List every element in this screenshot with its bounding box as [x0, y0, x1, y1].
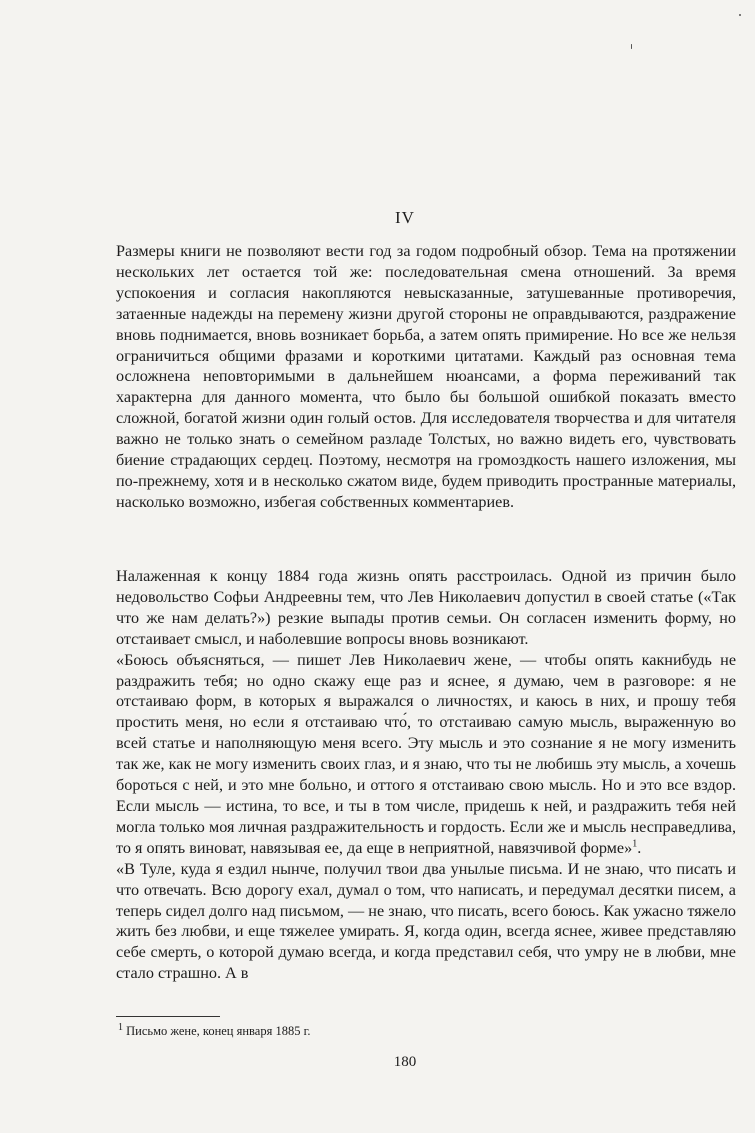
footnote-mark: 1 [118, 1021, 123, 1033]
footnote [118, 1021, 311, 1039]
paragraph: Налаженная к концу 1884 года жизнь опять расстроилась. Одной из причин было недовольство Софьи Андреевны тем, что Лев Николаевич допустил в своей статье («Так что же нам делать?») резкие выпады против семьи. Он согласен изменить форму, но отстаивает смысл, и наболевшие вопросы вновь возникают. [116, 567, 736, 648]
paragraph-quote: «В Туле, куда я ездил нынче, получил твои два унылые письма. И не знаю, что писать и что отвечать. Всю дорогу ехал, думал о том, что написать, и передумал десятки писем, а теперь сидел долго над письмом, — не знаю, что писать, всего боюсь. Как ужасно тяжело жить без любви, и еще тяжелее умирать. Я, когда один, всегда яснее, живее представляю себе смерть, о которой думаю всегда, и когда представил себя, что умру не в любви, мне стало страшно. А в [116, 859, 736, 983]
footnote-divider [116, 1016, 220, 1017]
footnote-text: Письмо жене, конец января 1885 г. [126, 1024, 311, 1038]
text-block-intro [116, 241, 736, 513]
footnote-reference: 1 [632, 838, 638, 850]
page-number: 180 [393, 1054, 417, 1070]
text-block-main [116, 566, 736, 984]
scan-speck [739, 14, 741, 16]
quote-end: . [637, 838, 642, 857]
scan-speck [631, 44, 632, 49]
section-heading: IV [395, 208, 415, 227]
paragraph-quote [116, 650, 736, 859]
quote-text: «Боюсь объясняться, — пишет Лев Николаевич жене, — чтобы опять какнибудь не раздражить тебя; но одно скажу еще раз и яснее, я думаю, чем в разговоре: я не отстаиваю форм, в которых я выражался о личностях, и каюсь в них, и прошу тебя простить меня, но если я отстаиваю что́, то отстаиваю самую мысль, выраженную во всей статье и наполняющую меня всего. Эту мысль и это сознание я не могу изменить так же, как не могу изменить своих глаз, и я знаю, что ты не любишь эту мысль, а хочешь бороться с ней, и это мне больно, и оттого я отстаиваю свою мысль. Но и это все вздор. Если мысль — истина, то все, и ты в том числе, придешь к ней, и раздражить тебя ней могла только моя личная раздражительность и гордость. Если же и мысль несправедлива, то я опять виноват, навязывая ее, да еще в неприятной, навязчивой форме» [116, 650, 736, 857]
paragraph: Размеры книги не позволяют вести год за годом подробный обзор. Тема на протяжении нескольких лет остается той же: последовательная смена отношений. За время успокоения и согласия накопляются невысказанные, затушеванные противоречия, затаенные надежды на перемену жизни другой стороны не оправдываются, раздражение вновь поднимается, вновь возникает борьба, а затем опять примирение. Но все же нельзя ограничиться общими фразами и короткими цитатами. Каждый раз основная тема осложнена неповторимыми в дальнейшем нюансами, а форма переживаний так характерна для данного момента, что было бы большой ошибкой показать вместо сложной, богатой жизни один голый остов. Для исследователя творчества и для читателя важно не только знать о семейном разладе Толстых, но важно видеть его, чувствовать биение страдающих сердец. Поэтому, несмотря на громоздкость нашего изложения, мы по-прежнему, хотя и в несколько сжатом виде, будем приводить пространные материалы, насколько возможно, избегая собственных комментариев. [116, 242, 736, 511]
